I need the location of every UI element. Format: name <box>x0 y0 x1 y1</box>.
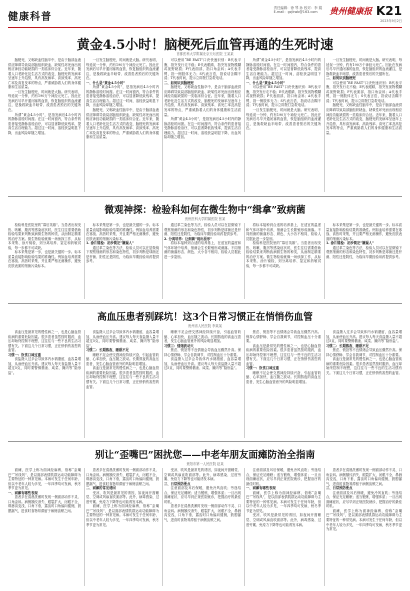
column-rule <box>244 330 245 438</box>
subheading: 习惯三：情绪波动大 <box>164 343 194 348</box>
article-2-col-2 <box>86 223 159 299</box>
article-4-title: 别让“歪嘴巴”困扰您——中老年朋友面瘫防治全指南 <box>95 450 315 461</box>
article-1-col-1 <box>8 58 81 192</box>
paragraph: 焦虑、愤怒等不良情绪会导致血压骤然升高。保持心情舒畅、学会自我调节，对控制血压十分重要。 <box>326 348 402 357</box>
paragraph: 睡眠不足会使交感神经持续兴奋，引起血管收缩、心率加快，血压随之波动。长期熬夜的高血压患者，发生心脑血管意外的风险明显增加。 <box>164 330 241 344</box>
paragraph: 一旦发生脑梗死，时间就是大脑。研究表明，每延误一分钟，约有190万个神经元死亡。因此在发病后尽早开通闭塞的血管，恢复脑组织的血流灌注，是挽救缺血半暗带、改善患者预后的关键所在。 <box>326 58 402 76</box>
article-4-col-1 <box>8 468 81 586</box>
article-4-col-5 <box>326 468 402 586</box>
paragraph: 患者多在清晨洗漱时发现一侧面部动作不灵、口角歪斜。病侧额纹消失、眼裂扩大，闭眼不全，鼻唇沟变浅，口角下垂，露齿时口角偏向健侧，鼓腮漏气，进食时食物易滞留于病侧齿颊之间。 <box>164 504 241 523</box>
paragraph: 面瘫，医学上称为面神经麻痹，俗称“歪嘴巴”“吊线风”，是以面部表情肌群运动功能障碍为主要特征的一种常见病。本病可发生于任何年龄，但以中老年人较为多见，一年四季均可发病，秋冬季节更为常见。 <box>246 490 321 513</box>
article-2-col-1 <box>8 223 81 299</box>
paragraph: 检验科是医院里的“幕后英雄”。当患者出现发热、咳嗽、腹泻等感染症状时，医生往往需要借助检验结果来判断致病微生物的种类，从而制定精准的治疗方案。微生物检验就像一场侦探工作，从标本采集、涂片镜检，到分离培养、鉴定和药敏试验，每一步都不可或缺。 <box>246 241 321 268</box>
paragraph: 焦虑、愤怒等不良情绪会导致血压骤然升高。保持心情舒畅、学会自我调节，对控制血压十分重要。 <box>246 330 321 344</box>
page-number: K21 <box>376 4 402 18</box>
paragraph: 脑梗死，又称缺血性脑卒中，是由于脑部血液供应障碍导致局部脑组织缺血、缺氧性坏死而出现相应神经功能缺损的一类临床综合征。近年来，随着人口老龄化及生活方式的改变，脑梗死的发病率呈逐年上升趋势，具有高发病率、高致残率、高死亡率及高复发率的特点，严重威胁着人们的身体健康和生活质量。 <box>164 85 241 117</box>
paragraph: 通过革兰染色等方法，检验人员可以在显微镜下观察细菌的形态和染色特性，初步判断是球菌还是杆菌、阳性还是阴性，为临床早期经验用药提供参考。 <box>86 245 159 264</box>
article-3-col-1 <box>8 330 81 438</box>
paragraph: 通过革兰染色等方法，检验人员可以在显微镜下观察细菌的形态和染色特性，初步判断是球菌还是杆菌、阳性还是阴性，为临床早期经验用药提供参考。 <box>326 245 402 259</box>
column-rule <box>84 223 85 299</box>
paragraph: 所谓“黄金4.5小时”，是指发病后4.5小时内的静脉溶栓时间窗。在这一时间窗内，符合条件的患者接受静脉溶栓治疗，可以显著降低致残率，提高生活自理能力。超过这一时间，溶栓获益明显下降，出血风险却随之增加。 <box>8 112 81 135</box>
subheading: 习惯二：长期熬夜、睡眠不足 <box>86 348 129 353</box>
column-rule <box>162 468 163 586</box>
column-rule <box>244 223 245 299</box>
paragraph: 食盐摄入过多会导致体内水钠潴留，血容量增加，从而使血压升高。建议每人每天食盐摄入量不超过5克，同时要警惕酱油、咸菜、腌肉等“隐形盐”。 <box>86 330 159 348</box>
article-1-col-5 <box>326 58 402 192</box>
subheading: 习惯一：饮食口味过重 <box>8 352 41 357</box>
paragraph: 脑梗死，又称缺血性脑卒中，是由于脑部血液供应障碍导致局部脑组织缺血、缺氧性坏死而出现相应神经功能缺损的一类临床综合征。近年来，随着人口老龄化及生活方式的改变，脑梗死的发病率呈逐年上升趋势，具有高发病率、高致残率、高死亡率及高复发率的特点，严重威胁着人们的身体健康和生活质量。 <box>86 108 159 140</box>
paragraph: 可以使用“BE FAST”口诀快速识别：B代表平衡，指突发行走不稳；E代表眼睛，指突发视物模糊或视野缺损；F代表面部，指口角歪斜；A代表手臂，指一侧肢体无力；S代表言语，指说话含糊不清；T代表时间，提示立即拨打急救电话。 <box>326 80 402 103</box>
paragraph: 所谓“黄金4.5小时”，是指发病后4.5小时内的静脉溶栓时间窗。在这一时间窗内，符合条件的患者接受静脉溶栓治疗，可以显著降低致残率，提高生活自理能力。超过这一时间，溶栓获益明显下降，出血风险却随之增加。 <box>86 85 159 108</box>
article-1-title: 黄金4.5小时！脑梗死后血管再通的生死时速 <box>76 38 334 53</box>
subheading: 习惯二：长期熬夜、睡眠不足 <box>326 343 369 348</box>
article-4-col-2 <box>86 468 159 586</box>
paragraph: 食盐摄入过多会导致体内水钠潴留，血容量增加，从而使血压升高。建议每人每天食盐摄入量不超过5克，同时要警惕酱油、咸菜、腌肉等“隐形盐”。 <box>164 357 241 371</box>
email-line: E-mail：gzjkwb@163.com <box>273 10 318 15</box>
column-rule <box>84 58 85 192</box>
paragraph: 患者多在清晨洗漱时发现一侧面部动作不灵、口角歪斜。病侧额纹消失、眼裂扩大，闭眼不全，鼻唇沟变浅，口角下垂，露齿时口角偏向健侧，鼓腮漏气，进食时食物易滞留于病侧齿颊之间。 <box>326 468 402 486</box>
paper-logo: 贵州健康报 <box>329 7 372 17</box>
article-divider <box>8 196 402 197</box>
paragraph: 食盐摄入过多会导致体内水钠潴留，血容量增加，从而使血压升高。建议每人每天食盐摄入量不超过5克，同时要警惕酱油、咸菜、腌肉等“隐形盐”。 <box>8 357 81 375</box>
column-rule <box>84 330 85 438</box>
paragraph: 高血压是最常见的慢性病之一，也是心脑血管疾病的重要危险因素。很多患者虽然按时服药，血压却始终控制不理想，这往往与一些不良的生活习惯有关。下面这几个日常习惯，正在悄悄伤害您的血管。 <box>326 357 402 375</box>
paragraph: 注意面部及耳后保暖，避免冷风直吹；劳逸结合，保证充足睡眠；适当锻炼，增强体质；一旦出现面瘫症状，应尽早到正规医院就诊，把握治疗的最佳时机。 <box>246 468 321 486</box>
paragraph: 所谓“黄金4.5小时”，是指发病后4.5小时内的静脉溶栓时间窗。在这一时间窗内，符合条件的患者接受静脉溶栓治疗，可以显著降低致残率，提高生活自理能力。超过这一时间，溶栓获益明显下降，出血风险却随之增加。 <box>164 117 241 140</box>
subheading: 三、日常预防要点 <box>326 486 353 491</box>
paragraph: 高血压是最常见的慢性病之一，也是心脑血管疾病的重要危险因素。很多患者虽然按时服药，血压却始终控制不理想，这往往与一些不良的生活习惯有关。下面这几个日常习惯，正在悄悄伤害您的血管。 <box>8 330 81 353</box>
article-2-col-4 <box>246 223 321 299</box>
paragraph: 面瘫，医学上称为面神经麻痹，俗称“歪嘴巴”“吊线风”，是以面部表情肌群运动功能障碍为主要特征的一种常见病。本病可发生于任何年龄，但以中老年人较为多见，一年四季均可发病，秋冬季节更为常见。 <box>326 508 402 532</box>
article-1-col-3 <box>164 58 241 192</box>
article-3-col-3 <box>164 330 241 438</box>
subheading: 习惯一：饮食口味过重 <box>246 366 279 371</box>
paragraph: 注意面部及耳后保暖，避免冷风直吹；劳逸结合，保证充足睡眠；适当锻炼，增强体质；一旦出现面瘫症状，应尽早到正规医院就诊，把握治疗的最佳时机。 <box>326 490 402 509</box>
paragraph: 可以使用“BE FAST”口诀快速识别：B代表平衡，指突发行走不稳；E代表眼睛，指突发视物模糊或视野缺损；F代表面部，指口角歪斜；A代表手臂，指一侧肢体无力；S代表言语，指说话含糊不清；T代表时间，提示立即拨打急救电话。 <box>246 85 321 108</box>
paragraph: 通过革兰染色等方法，检验人员可以在显微镜下观察细菌的形态和染色特性，初步判断是球菌还是杆菌、阳性还是阴性，为临床早期经验用药提供参考。 <box>164 223 241 237</box>
article-1-col-2 <box>86 58 159 192</box>
paragraph: 检验科是医院里的“幕后英雄”。当患者出现发热、咳嗽、腹泻等感染症状时，医生往往需要借助检验结果来判断致病微生物的种类，从而制定精准的治疗方案。微生物检验就像一场侦探工作，从标本采集、涂片镜检，到分离培养、鉴定和药敏试验，每一步都不可或缺。 <box>8 223 81 250</box>
paragraph: 注意面部及耳后保暖，避免冷风直吹；劳逸结合，保证充足睡眠；适当锻炼，增强体质；一旦出现面瘫症状，应尽早到正规医院就诊，把握治疗的最佳时机。 <box>164 486 241 504</box>
subheading: 一、面瘫有哪些表现 <box>246 486 276 491</box>
article-2-col-3 <box>164 223 241 299</box>
paragraph: 睡眠不足会使交感神经持续兴奋，引起血管收缩、心率加快，血压随之波动。长期熬夜的高血压患者，发生心脑血管意外的风险明显增加。 <box>86 352 159 366</box>
article-2-byline: 贵州医科大学附属医院 张某 <box>184 217 226 221</box>
paragraph: 将标本接种到合适的培养基上，在适宜的温度和气体环境中培养，细菌会生长繁殖形成菌落。不同细菌的菌落形态、颜色、大小各不相同，检验人员据此进一步鉴别。 <box>246 223 321 241</box>
paragraph: 高血压是最常见的慢性病之一，也是心脑血管疾病的重要危险因素。很多患者虽然按时服药，血压却始终控制不理想，这往往与一些不良的生活习惯有关。下面这几个日常习惯，正在悄悄伤害您的血管。 <box>86 366 159 389</box>
page-date: 2023年9月2日 <box>380 19 402 23</box>
subheading: 1. 涂片镜检：初步锁定“嫌疑人” <box>86 241 134 246</box>
paragraph: 面瘫，医学上称为面神经麻痹，俗称“歪嘴巴”“吊线风”，是以面部表情肌群运动功能障碍为主要特征的一种常见病。本病可发生于任何年龄，但以中老年人较为多见，一年四季均可发病，秋冬季节更为常见。 <box>86 504 159 527</box>
column-rule <box>324 223 325 299</box>
section-name: 健康科普 <box>8 12 52 23</box>
article-4-col-3 <box>164 468 241 586</box>
column-rule <box>162 330 163 438</box>
paragraph: 所谓“黄金4.5小时”，是指发病后4.5小时内的静脉溶栓时间窗。在这一时间窗内，符合条件的患者接受静脉溶栓治疗，可以显著降低致残率，提高生活自理能力。超过这一时间，溶栓获益明显下降，出血风险却随之增加。 <box>246 58 321 81</box>
article-2-col-5 <box>326 223 402 299</box>
paragraph: 脑梗死，又称缺血性脑卒中，是由于脑部血液供应障碍导致局部脑组织缺血、缺氧性坏死而出现相应神经功能缺损的一类临床综合征。近年来，随着人口老龄化及生活方式的改变，脑梗死的发病率呈逐年上升趋势，具有高发病率、高致残率、高死亡率及高复发率的特点，严重威胁着人们的身体健康和生活质量。 <box>8 58 81 90</box>
subheading: 一、什么是“黄金4.5小时” <box>86 80 126 85</box>
paragraph: 睡眠不足会使交感神经持续兴奋，引起血管收缩、心率加快，血压随之波动。长期熬夜的高血压患者，发生心脑血管意外的风险明显增加。 <box>246 370 321 385</box>
paragraph: 标本采集是第一步，也是最关键的一步。标本质量直接影响检验结果的准确性。例如血培养需要在寒战、高热时采集，并且要严格无菌操作，避免皮肤表面的细菌污染标本。 <box>326 223 402 241</box>
subheading: 二、如何识别脑梗死 <box>164 80 194 85</box>
paragraph: 一旦发生脑梗死，时间就是大脑。研究表明，每延误一分钟，约有190万个神经元死亡。因此在发病后尽早开通闭塞的血管，恢复脑组织的血流灌注，是挽救缺血半暗带、改善患者预后的关键所在。 <box>246 108 321 131</box>
paragraph: 受凉、吹风是最常见的诱因，如夜间开窗睡觉、空调或风扇直吹面部等。此外，病毒感染、过度劳累、免疫力下降等也可能诱发本病。 <box>164 468 241 482</box>
article-1-col-4 <box>246 58 321 192</box>
article-3-col-5 <box>326 330 402 438</box>
article-2-title: 微观神探：检验科如何在微生物中“缉拿”致病菌 <box>104 205 306 216</box>
masthead <box>8 4 402 26</box>
article-3-title: 高血压患者别踩坑！这3个日常习惯正在悄悄伤血管 <box>97 312 313 323</box>
paragraph: 脑梗死，又称缺血性脑卒中，是由于脑部血液供应障碍导致局部脑组织缺血、缺氧性坏死而出现相应神经功能缺损的一类临床综合征。近年来，随着人口老龄化及生活方式的改变，脑梗死的发病率呈逐年上升趋势，具有高发病率、高致残率、高死亡率及高复发率的特点，严重威胁着人们的身体健康和生活质量。 <box>326 103 402 135</box>
article-4-col-4 <box>246 468 321 586</box>
paragraph: 焦虑、愤怒等不良情绪会导致血压骤然升高。保持心情舒畅、学会自我调节，对控制血压十分重要。 <box>164 348 241 357</box>
article-divider <box>8 441 402 442</box>
subheading: 二、面瘫的常见诱因 <box>86 486 116 491</box>
editor-line: 责任编辑：徐 琴 孙 校对：李 娟 <box>273 6 322 10</box>
paragraph: 可以使用“BE FAST”口诀快速识别：B代表平衡，指突发行走不稳；E代表眼睛，指突发视物模糊或视野缺损；F代表面部，指口角歪斜；A代表手臂，指一侧肢体无力；S代表言语，指说话含糊不清；T代表时间，提示立即拨打急救电话。 <box>164 58 241 81</box>
article-1-byline: 首都医科大学附属北京天坛医院 王某某 <box>176 52 234 56</box>
column-rule <box>162 223 163 299</box>
paragraph: 一旦发生脑梗死，时间就是大脑。研究表明，每延误一分钟，约有190万个神经元死亡。因此在发病后尽早开通闭塞的血管，恢复脑组织的血流灌注，是挽救缺血半暗带、改善患者预后的关键所在。 <box>86 58 159 81</box>
column-rule <box>84 468 85 586</box>
article-3-col-2 <box>86 330 159 438</box>
paragraph: 将标本接种到合适的培养基上，在适宜的温度和气体环境中培养，细菌会生长繁殖形成菌落。不同细菌的菌落形态、颜色、大小各不相同，检验人员据此进一步鉴别。 <box>164 241 241 259</box>
masthead-rule <box>8 27 402 28</box>
article-3-byline: 贵州省人民医院 李某某 <box>187 324 223 328</box>
paragraph: 患者多在清晨洗漱时发现一侧面部动作不灵、口角歪斜。病侧额纹消失、眼裂扩大，闭眼不全，鼻唇沟变浅，口角下垂，露齿时口角偏向健侧，鼓腮漏气，进食时食物易滞留于病侧齿颊之间。 <box>8 495 81 513</box>
column-rule <box>244 58 245 192</box>
paragraph: 患者多在清晨洗漱时发现一侧面部动作不灵、口角歪斜。病侧额纹消失、眼裂扩大，闭眼不全，鼻唇沟变浅，口角下垂，露齿时口角偏向健侧，鼓腮漏气，进食时食物易滞留于病侧齿颊之间。 <box>86 468 159 486</box>
column-rule <box>324 330 325 438</box>
article-3-col-4 <box>246 330 321 438</box>
paragraph: 一旦发生脑梗死，时间就是大脑。研究表明，每延误一分钟，约有190万个神经元死亡。因此在发病后尽早开通闭塞的血管，恢复脑组织的血流灌注，是挽救缺血半暗带、改善患者预后的关键所在。 <box>8 89 81 113</box>
column-rule <box>324 58 325 192</box>
article-divider <box>8 303 402 304</box>
subheading: 2. 分离培养：让细菌“现出原形” <box>164 236 212 241</box>
paragraph: 标本采集是第一步，也是最关键的一步。标本质量直接影响检验结果的准确性。例如血培养需要在寒战、高热时采集，并且要严格无菌操作，避免皮肤表面的细菌污染标本。 <box>8 250 81 268</box>
subheading: 1. 涂片镜检：初步锁定“嫌疑人” <box>326 241 374 246</box>
column-rule <box>244 468 245 586</box>
subheading: 二、如何识别脑梗死 <box>326 76 356 81</box>
column-rule <box>162 58 163 192</box>
article-4-byline: 贵阳市第一人民医院 赵某 <box>186 462 224 466</box>
subheading: 一、什么是“黄金4.5小时” <box>246 80 286 85</box>
masthead-meta <box>274 6 322 15</box>
paragraph: 标本采集是第一步，也是最关键的一步。标本质量直接影响检验结果的准确性。例如血培养需要在寒战、高热时采集，并且要严格无菌操作，避免皮肤表面的细菌污染标本。 <box>86 223 159 241</box>
paragraph: 面瘫，医学上称为面神经麻痹，俗称“歪嘴巴”“吊线风”，是以面部表情肌群运动功能障碍为主要特征的一种常见病。本病可发生于任何年龄，但以中老年人较为多见，一年四季均可发病，秋冬季节更为常见。 <box>8 468 81 491</box>
paragraph: 食盐摄入过多会导致体内水钠潴留，血容量增加，从而使血压升高。建议每人每天食盐摄入量不超过5克，同时要警惕酱油、咸菜、腌肉等“隐形盐”。 <box>326 330 402 344</box>
subheading: 三、日常预防要点 <box>164 481 191 486</box>
subheading: 一、面瘫有哪些表现 <box>8 490 38 495</box>
paragraph: 高血压是最常见的慢性病之一，也是心脑血管疾病的重要危险因素。很多患者虽然按时服药，血压却始终控制不理想，这往往与一些不良的生活习惯有关。下面这几个日常习惯，正在悄悄伤害您的血管。 <box>246 343 321 366</box>
paragraph: 受凉、吹风是最常见的诱因，如夜间开窗睡觉、空调或风扇直吹面部等。此外，病毒感染、过度劳累、免疫力下降等也可能诱发本病。 <box>86 490 159 504</box>
paragraph: 受凉、吹风是最常见的诱因，如夜间开窗睡觉、空调或风扇直吹面部等。此外，病毒感染、过度劳累、免疫力下降等也可能诱发本病。 <box>246 513 321 527</box>
column-rule <box>324 468 325 586</box>
